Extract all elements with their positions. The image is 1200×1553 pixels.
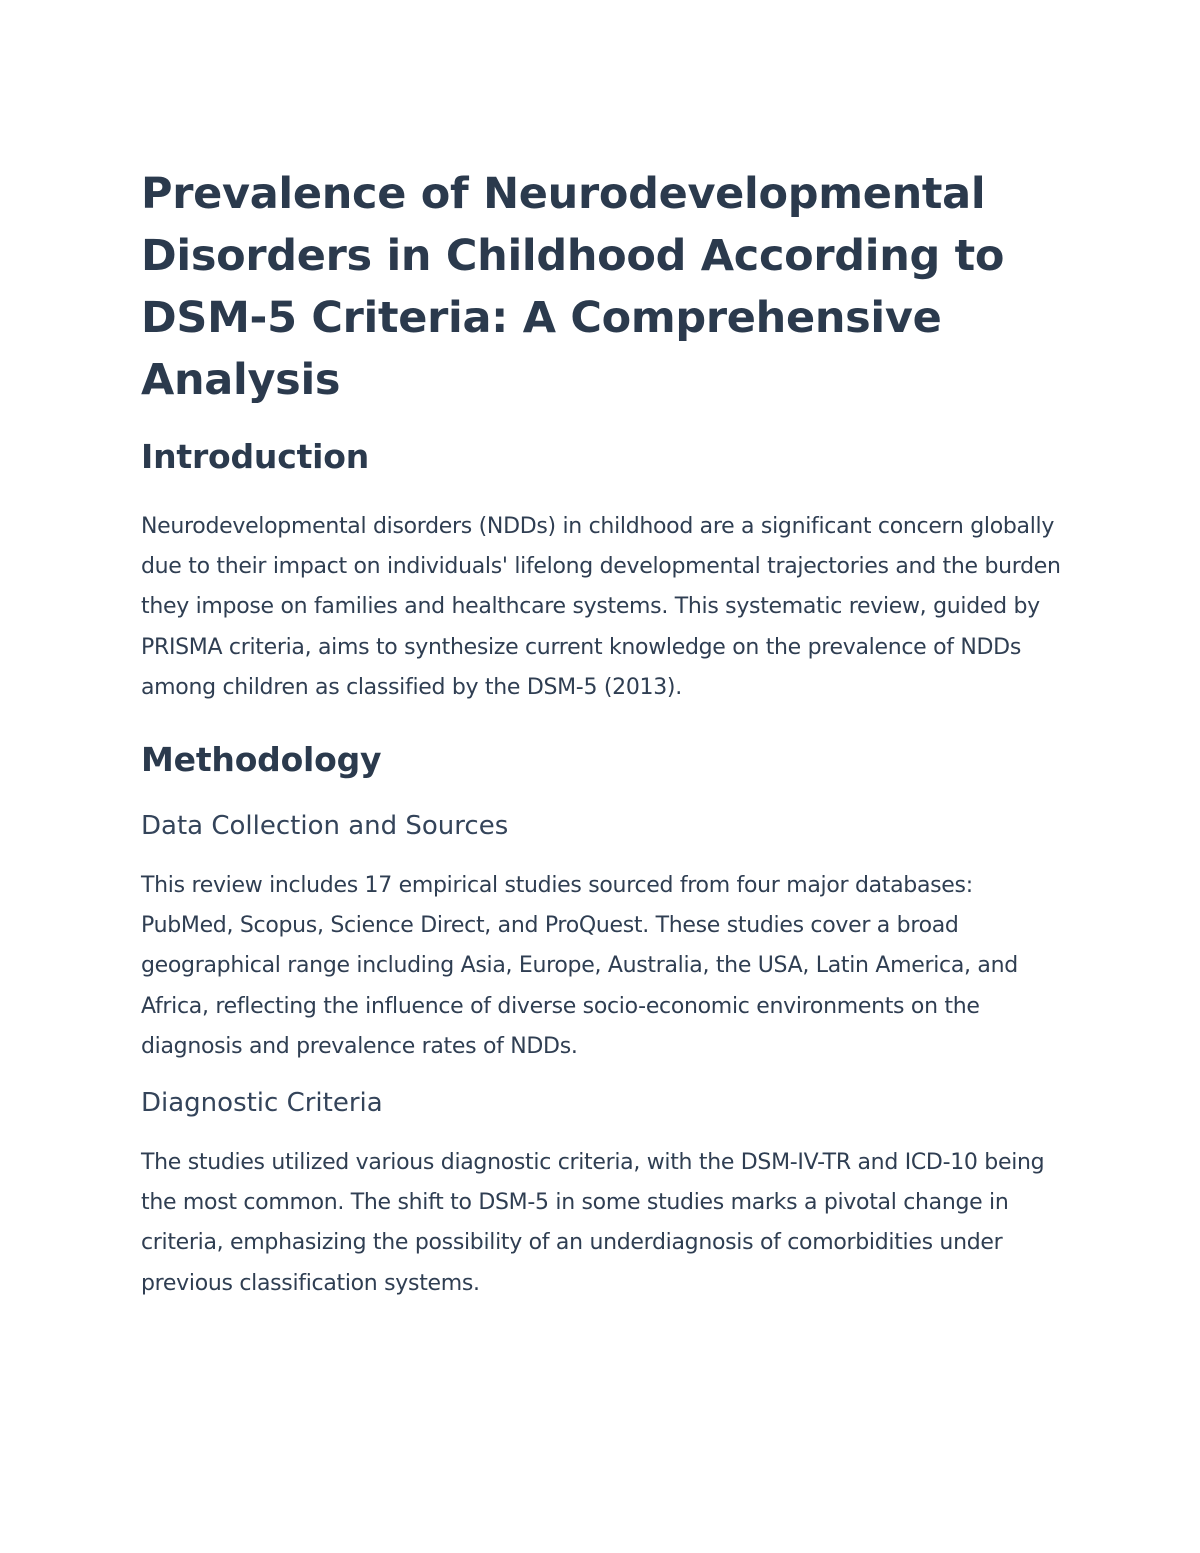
introduction-heading: Introduction	[141, 437, 370, 476]
methodology-heading: Methodology	[141, 740, 382, 780]
data-collection-paragraph: This review includes 17 empirical studies sourced from four major databases: PubMed, Scopus, Science Direct, and ProQuest. These studies cover a broad geographical range including Asia, Europe, Australia, the USA, Latin America, and Africa, reflecting the influence of diverse socio-economic environments on the diagnosis and prevalence rates of NDDs.	[141, 873, 1018, 1059]
introduction-paragraph: Neurodevelopmental disorders (NDDs) in childhood are a significant concern globally due to their impact on individuals' lifelong developmental trajectories and the burden they impose on families and healthcare systems. This systematic review, guided by PRISMA criteria, aims to synthesize current knowledge on the prevalence of NDDs among children as classified by the DSM-5 (2013).	[141, 514, 1061, 700]
document-page	[141, 163, 1071, 1304]
diagnostic-criteria-heading: Diagnostic Criteria	[141, 1088, 383, 1119]
data-collection-heading: Data Collection and Sources	[141, 811, 509, 842]
diagnostic-criteria-paragraph: The studies utilized various diagnostic criteria, with the DSM-IV-TR and ICD-10 being the most common. The shift to DSM-5 in some studies marks a pivotal change in criteria, emphasizing the possibility of an underdiagnosis of comorbidities under previous classification systems.	[141, 1150, 1045, 1296]
document-title: Prevalence of Neurodevelopmental Disorders in Childhood According to DSM-5 Criteria: A Comprehensive Analysis	[141, 169, 1005, 405]
